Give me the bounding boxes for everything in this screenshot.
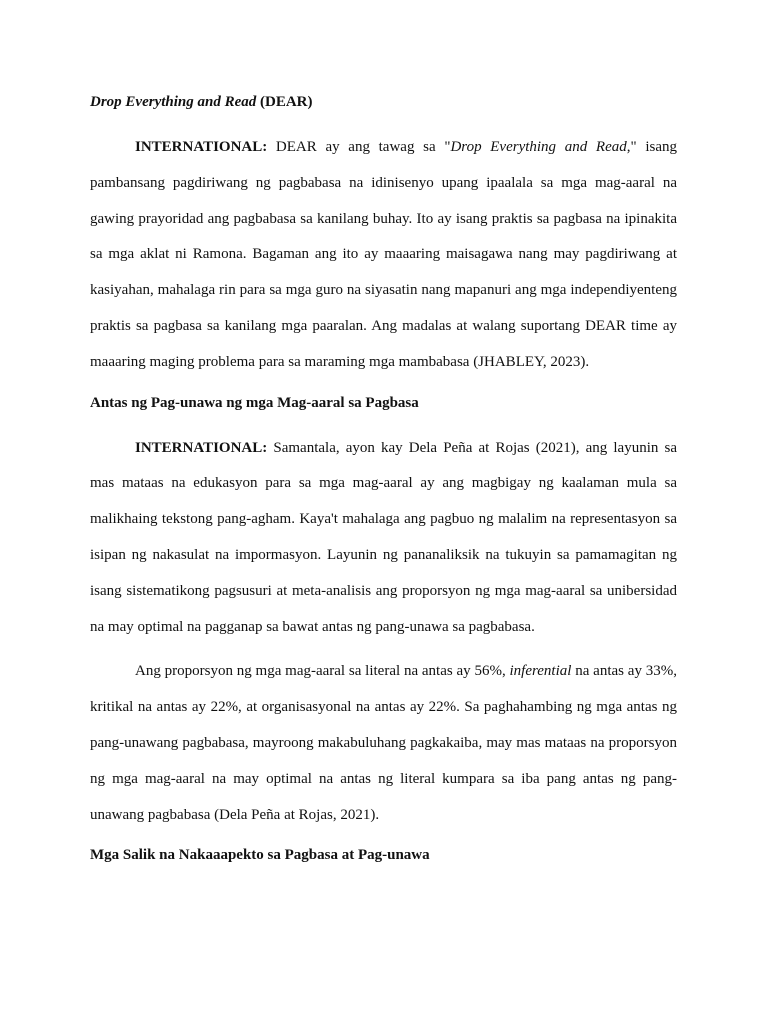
document-page <box>90 92 677 865</box>
paragraph-text: Samantala, ayon kay Dela Peña at Rojas (2021), ang layunin sa mas mataas na edukasyon para sa mga mag-aaral ay ang magbigay ng kaalaman mula sa malikhaing tekstong pang-agham. Kaya't mahalaga ang pagbuo ng malalim na representasyon sa isipan ng nakasulat na impormasyon. Layunin ng pananaliksik na tukuyin sa pamamagitan ng isang sistematikong pagsusuri at meta-analisis ang proporsyon ng mga mag-aaral sa unibersidad na may optimal na pagganap sa bawat antas ng pang-unawa sa pagbabasa. <box>90 439 677 635</box>
heading-italic-part: Drop Everything and Read <box>90 94 257 110</box>
paragraph-label: INTERNATIONAL: <box>135 139 268 155</box>
paragraph-antas-2 <box>90 654 677 833</box>
paragraph-label: INTERNATIONAL: <box>135 439 268 456</box>
section-heading-antas: Antas ng Pag-unawa ng mga Mag-aaral sa Pagbasa <box>90 394 419 411</box>
heading-rest: (DEAR) <box>256 94 313 110</box>
paragraph-italic-text: Drop Everything and Read <box>450 139 627 155</box>
paragraph-antas-1 <box>90 431 677 646</box>
paragraph-text: DEAR ay ang tawag sa " <box>267 139 451 155</box>
paragraph-text: ," isang pambansang pagdiriwang ng pagbabasa na idinisenyo upang ipaalala sa mga mag-aaral na gawing prayoridad ang pagbabasa sa kanilang buhay. Ito ay isang praktis sa pagbasa na ipinakita sa mga aklat ni Ramona. Bagaman ang ito ay maaaring maisagawa nang may pagdiriwang at kasiyahan, mahalaga rin para sa mga guro na siyasatin nang mapanuri ang mga independiyenteng praktis sa pagbasa sa kanilang mga paaralan. Ang madalas at walang suportang DEAR time ay maaaring maging problema para sa maraming mga mambabasa (JHABLEY, 2023). <box>90 139 677 370</box>
paragraph-dear <box>90 130 677 381</box>
section-heading-salik: Mga Salik na Nakaaapekto sa Pagbasa at Pag-unawa <box>90 847 430 864</box>
paragraph-text: na antas ay 33%, kritikal na antas ay 22%, at organisasyonal na antas ay 22%. Sa paghahambing ng mga antas ng pang-unawang pagbabasa, mayroong makabuluhang pagkakaiba, may mas mataas na proporsyon ng mga mag-aaral na may optimal na antas ng literal kumpara sa iba pang antas ng pang-unawang pagbabasa (Dela Peña at Rojas, 2021). <box>90 663 677 823</box>
paragraph-text: Ang proporsyon ng mga mag-aaral sa literal na antas ay 56%, <box>135 663 510 680</box>
paragraph-italic-text: inferential <box>509 663 572 680</box>
section-heading-dear <box>90 92 677 112</box>
